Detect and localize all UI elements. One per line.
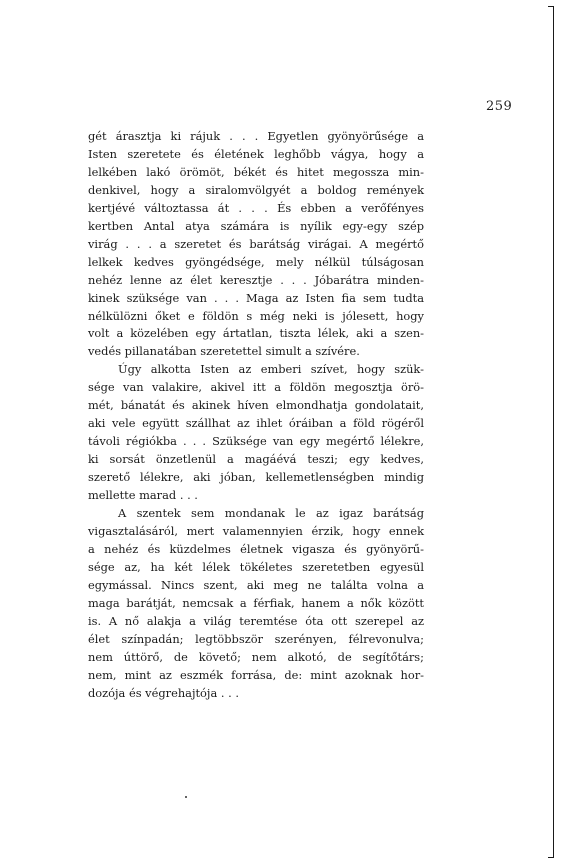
text-line: volt a közelében egy ártatlan, tiszta lélek, aki a szen- [88, 326, 424, 341]
paragraph-start-line: A szentek sem mondanak le az igaz barátság [118, 506, 424, 521]
text-line: kertjévé változtassa át . . . És ebben a verőfényes [88, 200, 424, 215]
text-line: virág . . . a szeretet és barátság virágai. A megértő [88, 236, 424, 251]
page-edge-tick-bottom [548, 857, 554, 858]
text-line: sége az, ha két lélek tökéletes szeretetben egyesül [88, 559, 424, 574]
page-edge-line [553, 6, 554, 858]
text-line: aki vele együtt szállhat az ihlet óráiban a föld rögéről [88, 416, 424, 431]
text-line: maga barátját, nemcsak a férfiak, hanem a nők között [88, 595, 424, 610]
paragraph-end-line: dozója és végrehajtója . . . [88, 685, 239, 700]
paragraph-start-line: Úgy alkotta Isten az emberi szívet, hogy szük- [118, 362, 424, 377]
text-line: szerető lélekre, aki jóban, kellemetlenségben mindig [88, 470, 424, 485]
text-line: nem úttörő, de követő; nem alkotó, de segítőtárs; [88, 649, 424, 664]
text-line: is. A nő alakja a világ teremtése óta ott szerepel az [88, 613, 424, 628]
text-line: ki sorsát önzetlenül a magáévá teszi; egy kedves, [88, 452, 424, 467]
page-number: 259 [486, 99, 513, 114]
page-edge-tick-top [548, 6, 554, 7]
text-line: denkivel, hogy a siralomvölgyét a boldog remények [88, 182, 424, 197]
text-line: mét, bánatát és akinek híven elmondhatja gondolatait, [88, 398, 424, 413]
paragraph-end-line: vedés pillanatában szeretettel simult a szívére. [88, 344, 360, 359]
text-line: a nehéz és küzdelmes életnek vigasza és gyönyörű- [88, 541, 424, 556]
text-line: egymással. Nincs szent, aki meg ne találta volna a [88, 577, 424, 592]
text-line: élet színpadán; legtöbbször szerényen, félrevonulva; [88, 631, 424, 646]
text-line: nehéz lenne az élet keresztje . . . Jóbarátra minden- [88, 272, 424, 287]
text-line: sége van valakire, akivel itt a földön megosztja örö- [88, 380, 424, 395]
text-line: Isten szeretete és életének leghőbb vágya, hogy a [88, 146, 424, 161]
text-line: lelkek kedves gyöngédsége, mely nélkül túlságosan [88, 254, 424, 269]
text-line: távoli régiókba . . . Szüksége van egy megértő lélekre, [88, 434, 424, 449]
body-text [88, 128, 424, 703]
scan-speck [185, 796, 187, 798]
text-line: nem, mint az eszmék forrása, de: mint azoknak hor- [88, 667, 424, 682]
text-line: gét árasztja ki rájuk . . . Egyetlen gyönyörűsége a [88, 129, 424, 143]
text-line: kinek szüksége van . . . Maga az Isten fia sem tudta [88, 290, 424, 305]
text-line: vigasztalásáról, mert valamennyien érzik, hogy ennek [88, 523, 424, 538]
paragraph-end-line: mellette marad . . . [88, 488, 198, 503]
text-line: lelkében lakó örömöt, békét és hitet megossza min- [88, 164, 424, 179]
text-line: nélkülözni őket e földön s még neki is jólesett, hogy [88, 308, 424, 323]
text-line: kertben Antal atya számára is nyílik egy-egy szép [88, 218, 424, 233]
